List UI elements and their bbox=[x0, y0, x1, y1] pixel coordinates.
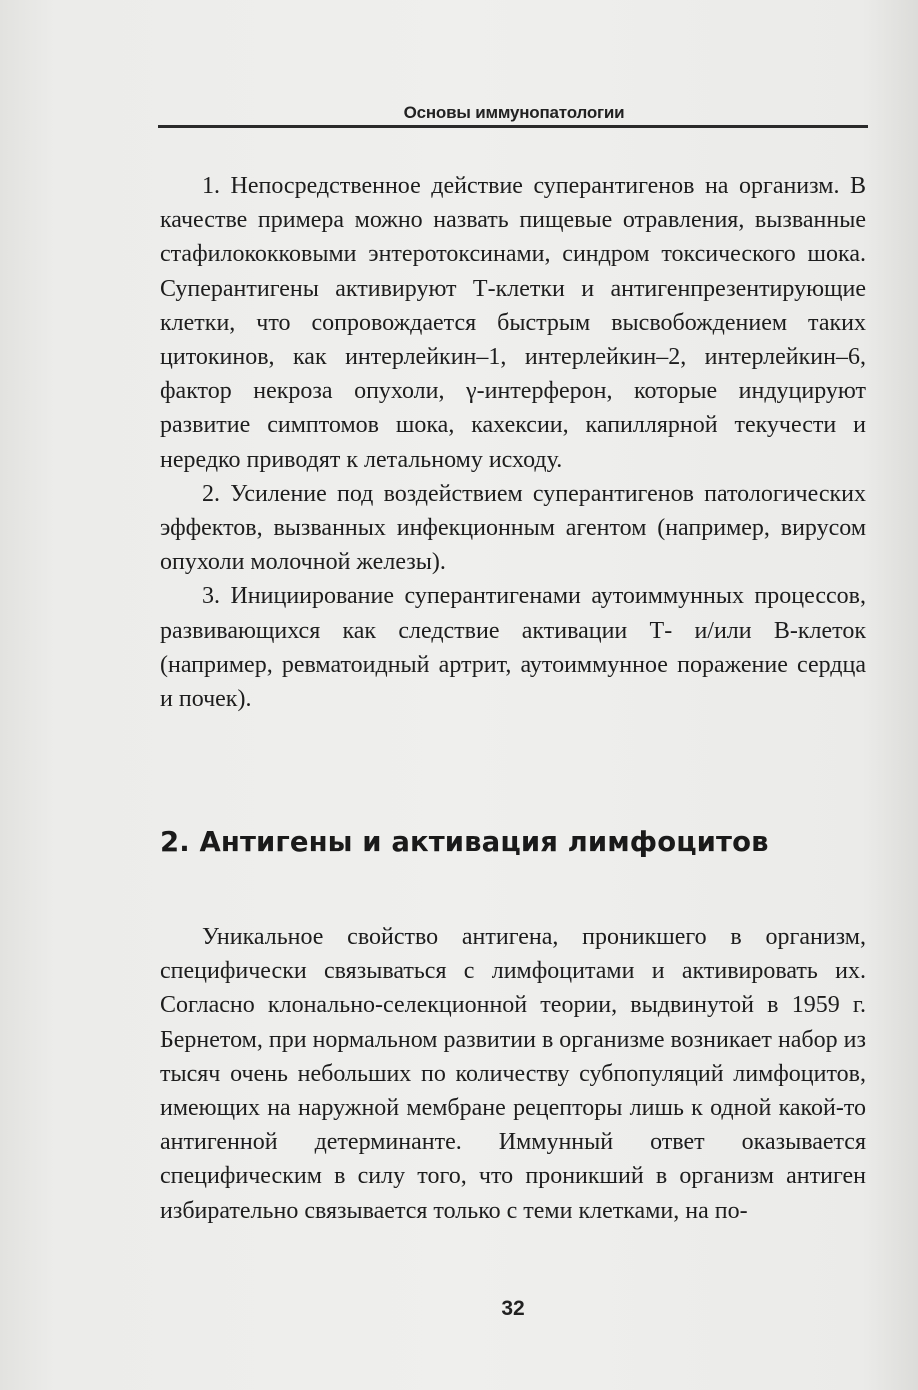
running-head: Основы иммунопатологии bbox=[403, 103, 625, 122]
text-block-top bbox=[160, 169, 866, 716]
paragraph-item-3: 3. Инициирование суперантигенами аутоиммунных процессов, развивающихся как следствие активации Т- и/или В-клеток (например, ревматоидный артрит, аутоиммунное поражение сердца и почек). bbox=[160, 583, 866, 713]
paragraph-body: Уникальное свойство антигена, проникшего в организм, специфически связываться с лимфоцитами и активировать их. Согласно клонально-селекционной теории, выдвинутой в 1959 г. Бернетом, при нормальном развитии в организме возникает набор из тысяч очень небольших по количеству субпопуляций лимфоцитов, имеющих на наружной мембране рецепторы лишь к одной какой-то антигенной детерминанте. Иммунный ответ оказывается специфическим в силу того, что проникший в организм антиген избирательно связывается только с теми клетками, на по- bbox=[160, 924, 866, 1224]
paragraph-item-2: 2. Усиление под воздействием суперантигенов патологических эффектов, вызванных инфекционным агентом (например, вирусом опухоли молочной железы). bbox=[160, 480, 866, 576]
page-number: 32 bbox=[501, 1297, 525, 1320]
header-rule bbox=[158, 125, 868, 128]
section-heading: 2. Антигены и активация лимфоцитов bbox=[160, 826, 769, 858]
paragraph-item-1: 1. Непосредственное действие суперантигенов на организм. В качестве примера можно назвать пищевые отравления, вызванные стафилококковыми энтеротоксинами, синдром токсического шока. Суперантигены активируют Т-клетки и антигенпрезентирующие клетки, что сопровождается быстрым высвобождением таких цитокинов, как интерлейкин–1, интерлейкин–2, интерлейкин–6, фактор некроза опухоли, γ-интерферон, которые индуцируют развитие симптомов шока, кахексии, капиллярной текучести и нередко приводят к летальному исходу. bbox=[160, 173, 866, 473]
text-block-bottom bbox=[160, 920, 866, 1228]
